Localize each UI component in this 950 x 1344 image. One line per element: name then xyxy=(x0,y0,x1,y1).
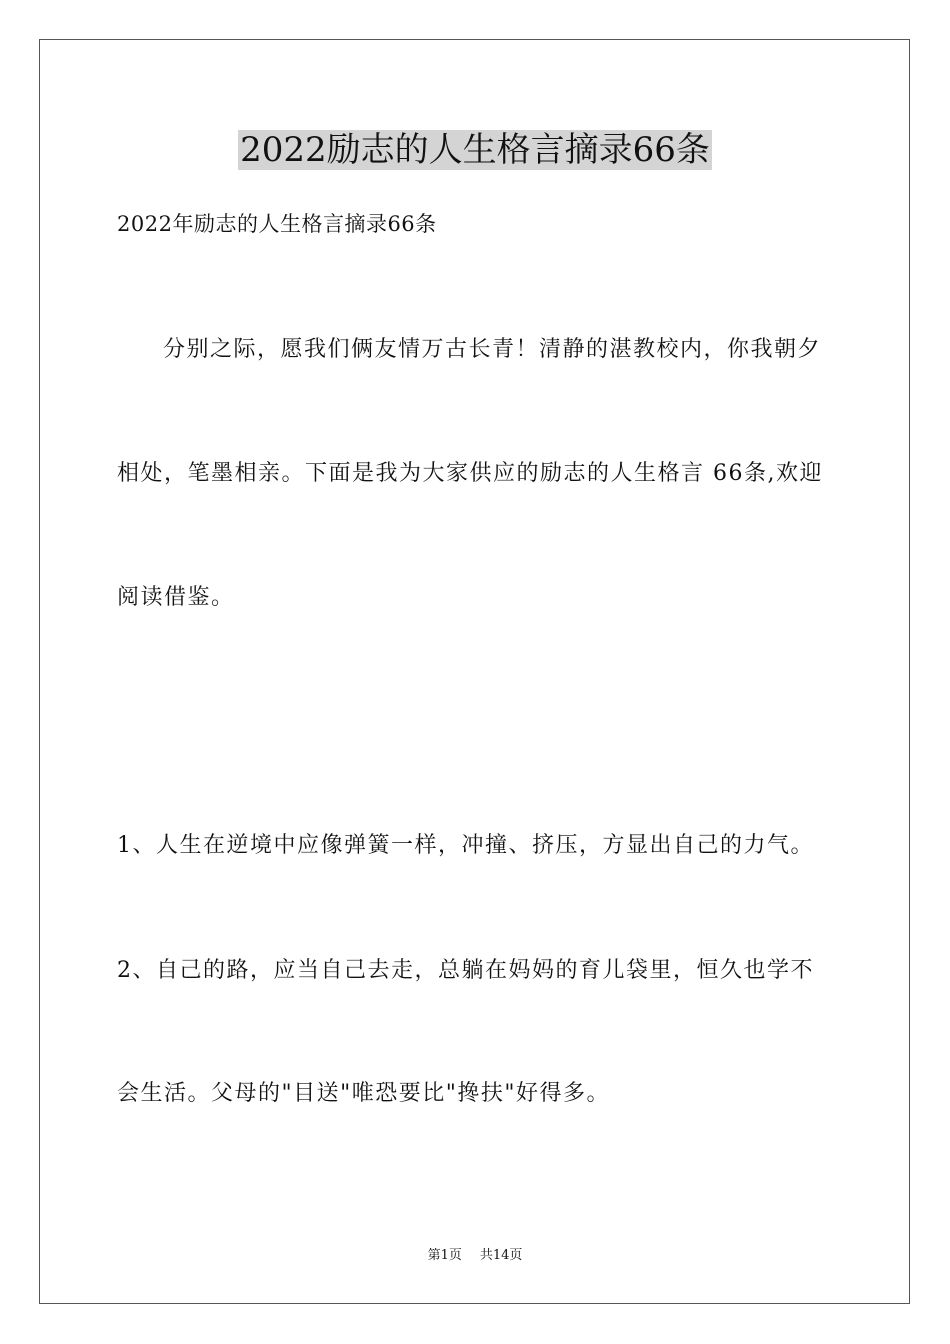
total-pages-label: 共14页 xyxy=(479,1248,523,1263)
document-subtitle: 2022年励志的人生格言摘录66条 xyxy=(117,212,437,236)
page-number-label: 第1页 xyxy=(427,1248,462,1263)
page-footer xyxy=(0,1247,950,1265)
intro-line-1: 分别之际，愿我们俩友情万古长青！清静的湛教校内，你我朝夕 xyxy=(163,337,822,362)
document-title-text: 2022励志的人生格言摘录66条 xyxy=(240,130,710,170)
list-item-1-line-1: 1、人生在逆境中应像弹簧一样，冲撞、挤压，方显出自己的力气。 xyxy=(117,833,814,858)
document-title xyxy=(0,128,950,172)
list-item-2-line-2: 会生活。父母的"目送"唯恐要比"搀扶"好得多。 xyxy=(117,1081,610,1106)
list-item-2-line-1: 2、自己的路，应当自己去走，总躺在妈妈的育儿袋里，恒久也学不 xyxy=(117,958,814,983)
intro-line-3: 阅读借鉴。 xyxy=(117,585,235,610)
intro-line-2: 相处，笔墨相亲。下面是我为大家供应的励志的人生格言 66条,欢迎 xyxy=(117,461,823,486)
